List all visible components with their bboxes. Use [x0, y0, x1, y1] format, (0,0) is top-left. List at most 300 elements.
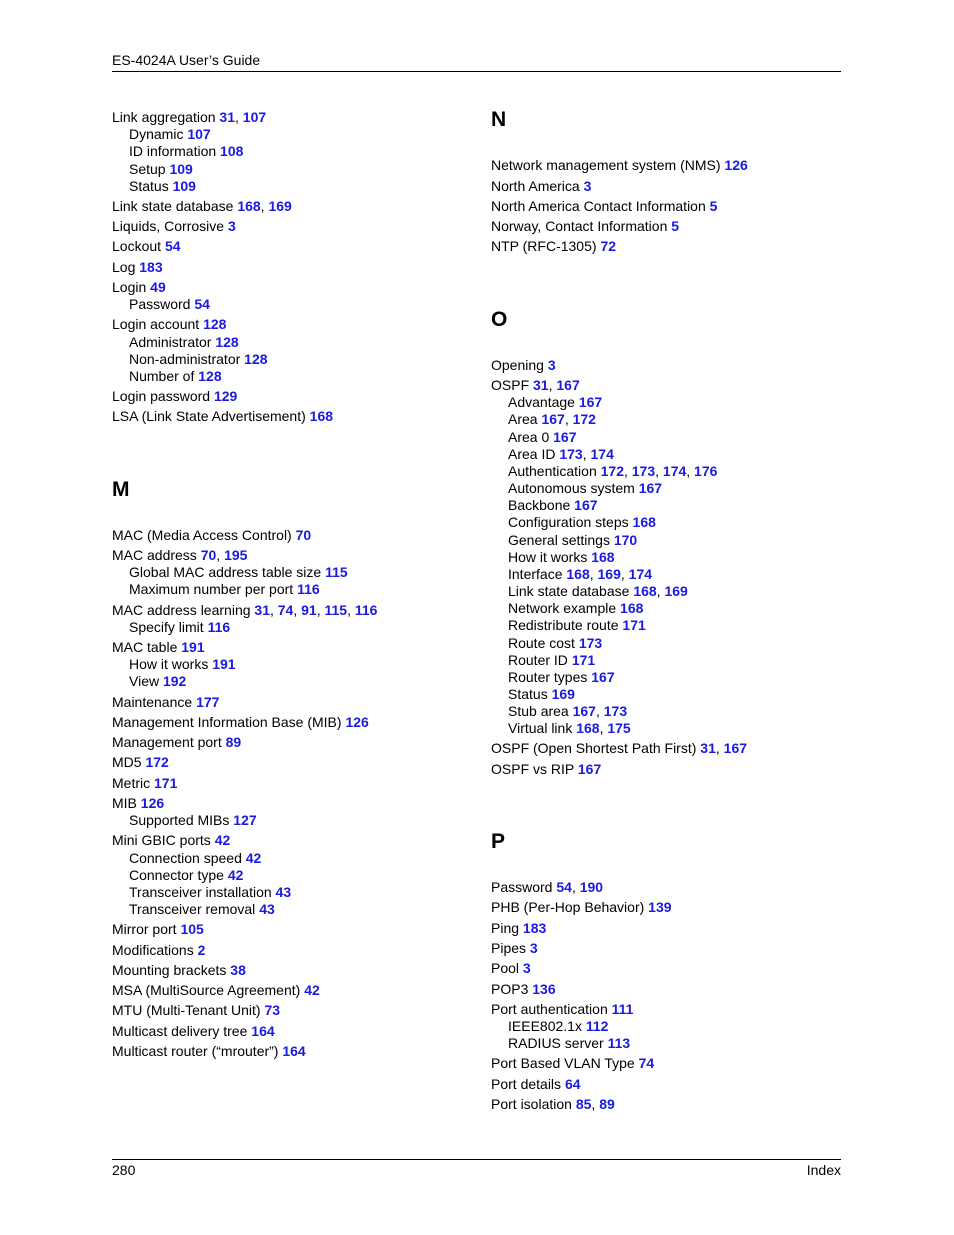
- page-ref-link[interactable]: 108: [220, 143, 244, 159]
- index-subentry: [112, 351, 268, 368]
- page-ref-link[interactable]: 176: [694, 463, 718, 479]
- index-term: Connector type: [129, 867, 228, 883]
- index-term: Maintenance: [112, 694, 197, 710]
- index-entry: [112, 198, 292, 215]
- page-ref-link[interactable]: 126: [345, 714, 369, 730]
- index-term: Multicast delivery tree: [112, 1023, 252, 1039]
- page-ref-link[interactable]: 128: [244, 351, 268, 367]
- page-ref-link[interactable]: 89: [599, 1096, 615, 1112]
- index-term: How it works: [508, 549, 592, 565]
- index-subentry: [491, 583, 688, 600]
- page-ref-link[interactable]: 113: [607, 1035, 631, 1051]
- index-subentry: [491, 532, 637, 549]
- page-ref-link[interactable]: 195: [224, 547, 248, 563]
- index-term: MAC (Media Access Control): [112, 527, 296, 543]
- index-entry: [112, 1043, 306, 1060]
- page-ref-link[interactable]: 168: [566, 566, 590, 582]
- index-entry: [112, 218, 236, 235]
- ref-separator: ,: [582, 446, 591, 462]
- page-number: 280: [112, 1162, 136, 1178]
- ref-separator: ,: [235, 109, 243, 125]
- page-ref-link[interactable]: 164: [251, 1023, 275, 1039]
- index-entry: [112, 238, 181, 255]
- ref-separator: ,: [564, 411, 573, 427]
- index-term: Status: [508, 686, 552, 702]
- index-term: Number of: [129, 368, 199, 384]
- ref-separator: ,: [655, 463, 663, 479]
- index-entry: [112, 734, 241, 751]
- index-subentry: [491, 703, 627, 720]
- page-ref-link[interactable]: 112: [585, 1018, 609, 1034]
- page-ref-link[interactable]: 168: [237, 198, 261, 214]
- index-entry: [491, 1076, 581, 1093]
- page-ref-link[interactable]: 139: [648, 899, 672, 915]
- index-entry: [491, 377, 580, 394]
- index-subentry: [112, 564, 348, 581]
- ref-separator: ,: [347, 602, 355, 618]
- index-term: Backbone: [508, 497, 575, 513]
- index-term: Network management system (NMS): [491, 157, 725, 173]
- index-term: RADIUS server: [508, 1035, 608, 1051]
- index-term: Multicast router (“mrouter”): [112, 1043, 283, 1059]
- index-entry: [491, 1096, 615, 1113]
- index-entry: [112, 1023, 275, 1040]
- page-ref-link[interactable]: 116: [297, 581, 320, 597]
- index-entry: [112, 639, 205, 656]
- page-ref-link[interactable]: 31: [533, 377, 549, 393]
- page-ref-link[interactable]: 85: [575, 1096, 592, 1112]
- index-term: Area ID: [508, 446, 560, 462]
- page-ref-link[interactable]: 168: [591, 549, 615, 565]
- page-ref-link[interactable]: 172: [572, 411, 596, 427]
- index-entry: [112, 775, 177, 792]
- index-entry: [491, 981, 556, 998]
- index-term: Virtual link: [508, 720, 577, 736]
- index-term: Ping: [491, 920, 523, 936]
- index-entry: [491, 238, 616, 255]
- index-term: MAC table: [112, 639, 182, 655]
- index-subentry: [112, 656, 236, 673]
- footer-section-name: Index: [806, 1162, 841, 1178]
- index-term: Password: [491, 879, 557, 895]
- index-entry: [112, 982, 320, 999]
- index-term: MSA (MultiSource Agreement): [112, 982, 305, 998]
- index-subentry: [112, 673, 186, 690]
- index-entry: [491, 178, 591, 195]
- page-ref-link[interactable]: 38: [230, 962, 246, 978]
- page-ref-link[interactable]: 168: [620, 600, 644, 616]
- index-subentry: [112, 143, 243, 160]
- page-ref-link[interactable]: 128: [215, 334, 239, 350]
- ref-separator: ,: [595, 703, 604, 719]
- page-ref-link[interactable]: 42: [227, 867, 244, 883]
- index-term: Link state database: [112, 198, 238, 214]
- ref-separator: ,: [548, 377, 557, 393]
- index-term: MD5: [112, 754, 146, 770]
- page-ref-link[interactable]: 190: [579, 879, 604, 895]
- index-entry: [491, 920, 546, 937]
- index-term: Pool: [491, 960, 523, 976]
- index-term: Management port: [112, 734, 226, 750]
- index-term: PHB (Per-Hop Behavior): [491, 899, 649, 915]
- index-entry: [112, 714, 369, 731]
- index-subentry: [112, 850, 261, 867]
- index-letter-heading: O: [491, 308, 508, 331]
- index-term: Mirror port: [112, 921, 181, 937]
- page-ref-link[interactable]: 174: [628, 566, 653, 582]
- index-subentry: [112, 867, 243, 884]
- page-ref-link[interactable]: 127: [233, 812, 257, 828]
- page-ref-link[interactable]: 42: [245, 850, 262, 866]
- index-term: Port details: [491, 1076, 565, 1092]
- index-term: Link state database: [508, 583, 634, 599]
- page-ref-link[interactable]: 2: [197, 942, 206, 958]
- index-term: Mounting brackets: [112, 962, 231, 978]
- index-subentry: [491, 411, 596, 428]
- index-term: Configuration steps: [508, 514, 633, 530]
- index-term: Port authentication: [491, 1001, 612, 1017]
- page-ref-link[interactable]: 72: [600, 238, 617, 254]
- page-ref-link[interactable]: 164: [282, 1043, 306, 1059]
- page-ref-link[interactable]: 109: [169, 161, 193, 177]
- index-entry: [112, 694, 219, 711]
- index-entry: [112, 1002, 280, 1019]
- index-entry: [112, 547, 247, 564]
- page-ref-link[interactable]: 54: [556, 879, 572, 895]
- index-subentry: [112, 178, 196, 195]
- ref-separator: ,: [260, 198, 269, 214]
- page-ref-link[interactable]: 3: [227, 218, 236, 234]
- page-ref-link[interactable]: 42: [304, 982, 320, 998]
- index-term: Port isolation: [491, 1096, 576, 1112]
- page-ref-link[interactable]: 172: [145, 754, 169, 770]
- page-ref-link[interactable]: 54: [164, 238, 181, 254]
- page-ref-link[interactable]: 170: [613, 532, 638, 548]
- header-rule: [112, 71, 841, 72]
- index-term: Area 0: [508, 429, 554, 445]
- page-ref-link[interactable]: 3: [522, 960, 531, 976]
- index-term: Lockout: [112, 238, 165, 254]
- page-ref-link[interactable]: 115: [324, 602, 348, 618]
- index-term: Autonomous system: [508, 480, 639, 496]
- page-ref-link[interactable]: 42: [214, 832, 231, 848]
- index-entry: [491, 879, 603, 896]
- page-ref-link[interactable]: 167: [591, 669, 615, 685]
- ref-separator: ,: [656, 583, 665, 599]
- index-term: MAC address: [112, 547, 201, 563]
- index-entry: [112, 754, 169, 771]
- index-subentry: [112, 884, 291, 901]
- index-term: Router ID: [508, 652, 572, 668]
- page-ref-link[interactable]: 49: [150, 279, 166, 295]
- index-term: Link aggregation: [112, 109, 220, 125]
- index-subentry: [491, 480, 662, 497]
- index-entry: [112, 962, 246, 979]
- index-entry: [112, 279, 166, 296]
- ref-separator: ,: [293, 602, 302, 618]
- index-term: OSPF (Open Shortest Path First): [491, 740, 701, 756]
- page-ref-link[interactable]: 107: [242, 109, 267, 125]
- page-ref-link[interactable]: 129: [213, 388, 238, 404]
- index-term: Login password: [112, 388, 214, 404]
- ref-separator: ,: [216, 547, 225, 563]
- page-ref-link[interactable]: 167: [553, 429, 577, 445]
- page-ref-link[interactable]: 167: [578, 394, 603, 410]
- index-subentry: [112, 368, 222, 385]
- index-term: Area: [508, 411, 542, 427]
- index-term: LSA (Link State Advertisement): [112, 408, 310, 424]
- index-subentry: [491, 549, 615, 566]
- index-term: Network example: [508, 600, 621, 616]
- index-subentry: [491, 669, 615, 686]
- page-ref-link[interactable]: 175: [607, 720, 631, 736]
- index-subentry: [491, 635, 602, 652]
- page-ref-link[interactable]: 167: [574, 497, 598, 513]
- index-entry: [491, 357, 556, 374]
- index-term: Login: [112, 279, 151, 295]
- page-ref-link[interactable]: 43: [275, 884, 292, 900]
- index-term: Transceiver installation: [129, 884, 276, 900]
- index-subentry: [112, 296, 210, 313]
- index-term: Pipes: [491, 940, 530, 956]
- page-ref-link[interactable]: 171: [154, 775, 178, 791]
- index-entry: [112, 942, 205, 959]
- index-term: Non-administrator: [129, 351, 245, 367]
- index-entry: [112, 527, 311, 544]
- index-entry: [112, 921, 204, 938]
- index-term: Interface: [508, 566, 567, 582]
- index-term: MTU (Multi-Tenant Unit): [112, 1002, 265, 1018]
- index-subentry: [112, 901, 275, 918]
- index-entry: [112, 109, 266, 126]
- page-ref-link[interactable]: 167: [556, 377, 580, 393]
- index-entry: [112, 388, 237, 405]
- index-subentry: [112, 334, 239, 351]
- page-ref-link[interactable]: 168: [576, 720, 600, 736]
- page-ref-link[interactable]: 3: [529, 940, 538, 956]
- page-ref-link[interactable]: 31: [700, 740, 716, 756]
- index-term: POP3: [491, 981, 533, 997]
- index-entry: [112, 832, 230, 849]
- page-ref-link[interactable]: 172: [600, 463, 624, 479]
- index-subentry: [491, 446, 614, 463]
- page-ref-link[interactable]: 73: [264, 1002, 281, 1018]
- index-subentry: [112, 619, 230, 636]
- page-ref-link[interactable]: 116: [354, 602, 378, 618]
- index-letter-heading: P: [491, 830, 506, 853]
- index-entry: [491, 960, 531, 977]
- index-entry: [491, 740, 747, 757]
- page-ref-link[interactable]: 167: [723, 740, 748, 756]
- page-ref-link[interactable]: 89: [225, 734, 242, 750]
- page-ref-link[interactable]: 191: [181, 639, 205, 655]
- index-term: Status: [129, 178, 173, 194]
- index-subentry: [112, 812, 257, 829]
- index-term: Setup: [129, 161, 170, 177]
- index-term: Opening: [491, 357, 548, 373]
- index-term: General settings: [508, 532, 614, 548]
- page-ref-link[interactable]: 5: [709, 198, 718, 214]
- index-term: Norway, Contact Information: [491, 218, 672, 234]
- page-ref-link[interactable]: 174: [662, 463, 687, 479]
- index-subentry: [491, 686, 575, 703]
- page-ref-link[interactable]: 167: [638, 480, 663, 496]
- page-ref-link[interactable]: 191: [212, 656, 236, 672]
- index-subentry: [491, 1018, 608, 1035]
- page-ref-link[interactable]: 70: [200, 547, 217, 563]
- page-ref-link[interactable]: 169: [597, 566, 621, 582]
- index-term: North America: [491, 178, 584, 194]
- index-term: Stub area: [508, 703, 573, 719]
- footer-rule: [112, 1159, 841, 1160]
- page-ref-link[interactable]: 31: [254, 602, 270, 618]
- page-ref-link[interactable]: 167: [572, 703, 596, 719]
- page-ref-link[interactable]: 183: [139, 259, 163, 275]
- index-entry: [491, 761, 601, 778]
- page-ref-link[interactable]: 168: [632, 514, 656, 530]
- ref-separator: ,: [269, 602, 278, 618]
- index-entry: [491, 198, 717, 215]
- index-term: Route cost: [508, 635, 579, 651]
- page-ref-link[interactable]: 128: [203, 316, 227, 332]
- page-ref-link[interactable]: 183: [522, 920, 547, 936]
- index-subentry: [112, 126, 211, 143]
- index-entry: [112, 316, 226, 333]
- page-ref-link[interactable]: 167: [541, 411, 565, 427]
- page-ref-link[interactable]: 107: [187, 126, 211, 142]
- index-term: Transceiver removal: [129, 901, 260, 917]
- page-ref-link[interactable]: 3: [547, 357, 556, 373]
- ref-separator: ,: [715, 740, 724, 756]
- index-term: Port Based VLAN Type: [491, 1055, 639, 1071]
- index-entry: [491, 1001, 633, 1018]
- page-ref-link[interactable]: 168: [633, 583, 657, 599]
- page-ref-link[interactable]: 192: [162, 673, 187, 689]
- page-ref-link[interactable]: 3: [583, 178, 592, 194]
- page-ref-link[interactable]: 173: [631, 463, 656, 479]
- index-term: Supported MIBs: [129, 812, 234, 828]
- page-ref-link[interactable]: 74: [277, 602, 294, 618]
- ref-separator: ,: [620, 566, 629, 582]
- index-entry: [491, 1055, 654, 1072]
- index-subentry: [491, 514, 656, 531]
- index-entry: [112, 408, 333, 425]
- index-subentry: [491, 1035, 630, 1052]
- index-term: Metric: [112, 775, 154, 791]
- index-term: Login account: [112, 316, 204, 332]
- index-entry: [112, 259, 163, 276]
- index-subentry: [491, 394, 602, 411]
- index-entry: [491, 218, 679, 235]
- index-term: MAC address learning: [112, 602, 255, 618]
- ref-separator: ,: [623, 463, 632, 479]
- index-term: OSPF: [491, 377, 534, 393]
- ref-separator: ,: [316, 602, 325, 618]
- page-ref-link[interactable]: 169: [551, 686, 575, 702]
- index-entry: [112, 602, 377, 619]
- index-term: Connection speed: [129, 850, 246, 866]
- page-ref-link[interactable]: 174: [590, 446, 614, 462]
- running-header: ES-4024A User’s Guide: [112, 52, 261, 68]
- index-subentry: [112, 581, 320, 598]
- index-letter-heading: N: [491, 108, 507, 131]
- index-letter-heading: M: [112, 478, 130, 501]
- index-term: MIB: [112, 795, 141, 811]
- index-term: Password: [129, 296, 195, 312]
- index-term: Administrator: [129, 334, 216, 350]
- page-ref-link[interactable]: 54: [194, 296, 210, 312]
- page-ref-link[interactable]: 105: [180, 921, 204, 937]
- page-ref-link[interactable]: 91: [301, 602, 317, 618]
- index-term: Redistribute route: [508, 617, 623, 633]
- index-term: North America Contact Information: [491, 198, 710, 214]
- page-ref-link[interactable]: 64: [564, 1076, 581, 1092]
- index-term: Authentication: [508, 463, 601, 479]
- page-ref-link[interactable]: 173: [578, 635, 603, 651]
- page-ref-link[interactable]: 168: [309, 408, 334, 424]
- index-subentry: [491, 429, 577, 446]
- index-entry: [491, 940, 538, 957]
- index-subentry: [491, 600, 643, 617]
- page-ref-link[interactable]: 171: [571, 652, 596, 668]
- page-ref-link[interactable]: 115: [325, 564, 348, 580]
- index-term: IEEE802.1x: [508, 1018, 586, 1034]
- index-term: Mini GBIC ports: [112, 832, 215, 848]
- page-ref-link[interactable]: 126: [140, 795, 165, 811]
- page-ref-link[interactable]: 177: [196, 694, 220, 710]
- page-ref-link[interactable]: 169: [268, 198, 292, 214]
- ref-separator: ,: [686, 463, 695, 479]
- index-term: Router types: [508, 669, 592, 685]
- ref-separator: ,: [571, 879, 580, 895]
- index-term: How it works: [129, 656, 213, 672]
- index-term: NTP (RFC-1305): [491, 238, 601, 254]
- page-ref-link[interactable]: 43: [259, 901, 275, 917]
- page-ref-link[interactable]: 169: [664, 583, 688, 599]
- page-ref-link[interactable]: 70: [295, 527, 312, 543]
- index-term: ID information: [129, 143, 221, 159]
- page-ref-link[interactable]: 74: [638, 1055, 655, 1071]
- ref-separator: ,: [589, 566, 598, 582]
- ref-separator: ,: [591, 1096, 600, 1112]
- index-entry: [491, 899, 672, 916]
- index-term: Global MAC address table size: [129, 564, 326, 580]
- index-subentry: [112, 161, 193, 178]
- index-subentry: [491, 463, 717, 480]
- page-ref-link[interactable]: 116: [207, 619, 231, 635]
- page-ref-link[interactable]: 171: [622, 617, 646, 633]
- index-term: Liquids, Corrosive: [112, 218, 228, 234]
- page-ref-link[interactable]: 128: [198, 368, 222, 384]
- page-ref-link[interactable]: 173: [559, 446, 583, 462]
- page-ref-link[interactable]: 5: [671, 218, 680, 234]
- page-ref-link[interactable]: 173: [603, 703, 628, 719]
- ref-separator: ,: [599, 720, 608, 736]
- page-ref-link[interactable]: 31: [219, 109, 235, 125]
- index-term: View: [129, 673, 163, 689]
- page-ref-link[interactable]: 167: [577, 761, 602, 777]
- page-ref-link[interactable]: 126: [724, 157, 748, 173]
- index-entry: [491, 157, 748, 174]
- page-ref-link[interactable]: 136: [532, 981, 556, 997]
- index-subentry: [491, 497, 598, 514]
- index-subentry: [491, 617, 646, 634]
- page-ref-link[interactable]: 111: [611, 1001, 634, 1017]
- index-subentry: [491, 720, 631, 737]
- index-term: Specify limit: [129, 619, 208, 635]
- page-ref-link[interactable]: 109: [172, 178, 196, 194]
- index-term: Log: [112, 259, 140, 275]
